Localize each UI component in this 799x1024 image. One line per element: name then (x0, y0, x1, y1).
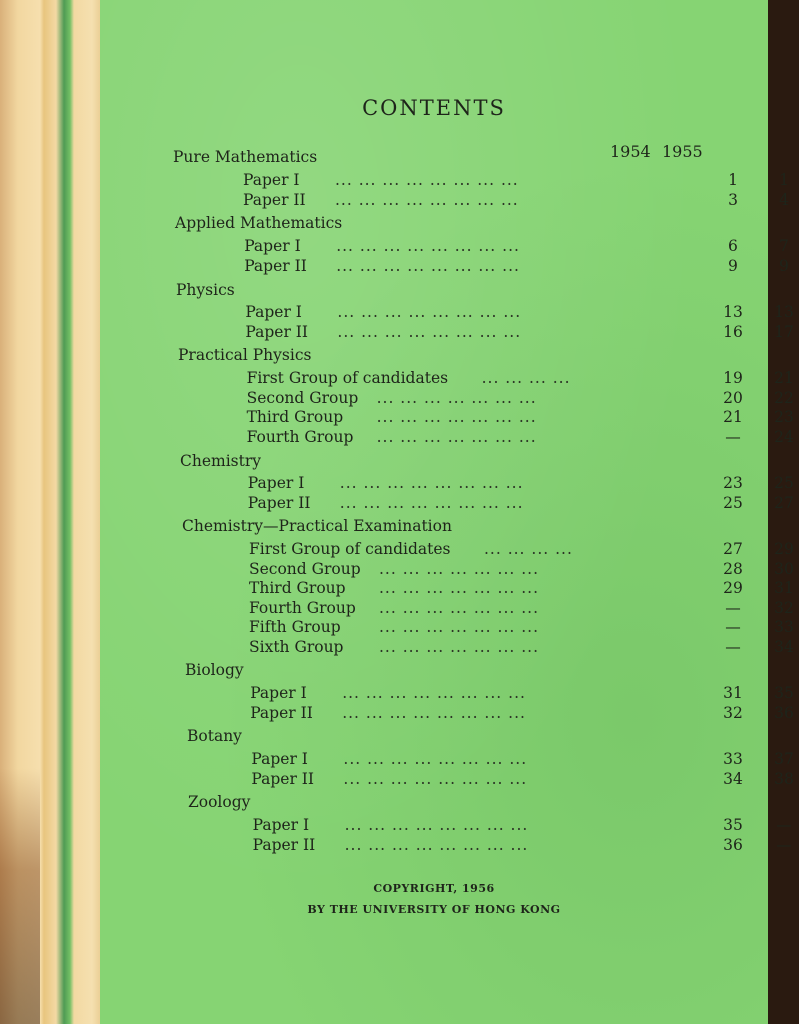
page-number-1955: 35 (774, 684, 794, 702)
entry-label: Paper II (252, 835, 316, 854)
entry-label: Third Group (246, 408, 344, 426)
toc-entry (249, 637, 794, 657)
dot-leader: ... ... ... ... (481, 369, 571, 387)
section-heading: Pure Mathematics (173, 148, 318, 166)
toc-entry (244, 237, 789, 256)
toc-entry (249, 598, 794, 618)
toc-entry (244, 256, 789, 276)
dot-leader: ... ... ... ... ... ... ... (376, 408, 537, 426)
toc-entry (243, 190, 789, 210)
dot-leader: ... ... ... ... ... ... ... (379, 598, 540, 617)
page-number-1955: 1 (779, 171, 789, 189)
toc-entry (245, 303, 794, 322)
entry-label: Fourth Group (249, 598, 356, 617)
page-number-1954: 31 (723, 684, 743, 702)
page-number-1954: 16 (723, 322, 743, 341)
page-number-1955: 23 (774, 408, 794, 426)
section-heading: Applied Mathematics (175, 214, 343, 232)
toc-entry (250, 703, 794, 723)
contents-page (100, 0, 794, 1024)
section-heading: Physics (176, 281, 235, 299)
toc-entry (249, 559, 794, 579)
entry-label: Paper II (250, 703, 313, 722)
entry-label: Second Group (249, 559, 361, 578)
page-number-1955: 30 (774, 559, 794, 578)
toc-entry (251, 769, 794, 789)
toc-entry (250, 684, 794, 703)
dot-leader: ... ... ... ... ... ... ... (376, 427, 537, 446)
toc-entry (247, 493, 794, 513)
page-title: CONTENTS (362, 96, 506, 120)
page-number-1954: 34 (723, 769, 743, 788)
toc-entry (249, 618, 794, 637)
dot-leader: ... ... ... ... ... ... ... ... (337, 303, 522, 321)
year-header-1954: 1954 (610, 142, 651, 161)
toc-entry (252, 835, 792, 855)
page-number-1955: 25 (774, 474, 794, 492)
dot-leader: ... ... ... ... ... ... ... ... (339, 493, 524, 512)
toc-entry (245, 322, 794, 342)
toc-entry (252, 816, 792, 835)
section-heading: Biology (185, 661, 244, 679)
toc-entry (246, 388, 794, 408)
page-edge-shadow (0, 0, 40, 1024)
page-number-1954: 13 (723, 303, 743, 321)
toc-entry (247, 474, 794, 493)
dot-leader: ... ... ... ... ... ... ... ... (335, 171, 519, 189)
dot-leader: ... ... ... ... (484, 540, 573, 558)
year-header-1955: 1955 (662, 142, 703, 161)
page-number-1954: — (725, 618, 741, 636)
page-number-1954: 23 (723, 474, 743, 492)
page-number-1955: 17 (774, 322, 794, 341)
page-number-1954: 6 (728, 237, 738, 255)
entry-label: Paper II (245, 322, 309, 341)
page-number-1955: 22 (774, 388, 794, 407)
page-number-1955: 21 (774, 369, 794, 387)
page-number-1955: 9 (779, 256, 789, 275)
page-number-1955: 32 (774, 598, 794, 617)
page-number-1954: 21 (723, 408, 743, 426)
dot-leader: ... ... ... ... ... ... ... ... (336, 237, 520, 255)
page-number-1954: 29 (723, 579, 743, 597)
dot-leader: ... ... ... ... ... ... ... ... (343, 769, 528, 788)
entry-label: Paper II (244, 256, 307, 275)
dot-leader: ... ... ... ... ... ... ... (379, 559, 540, 578)
page-number-1954: 1 (728, 171, 738, 189)
dot-leader: ... ... ... ... ... ... ... ... (336, 256, 520, 275)
page-number-1955: 38 (774, 769, 794, 788)
entry-label: Paper I (243, 171, 300, 189)
entry-label: Paper I (250, 684, 307, 702)
toc-entry (246, 427, 794, 447)
toc-entry (246, 369, 794, 388)
page-number-1954: — (725, 598, 741, 617)
dot-leader: ... ... ... ... ... ... ... (379, 618, 540, 636)
publisher-line: BY THE UNIVERSITY OF HONG KONG (307, 903, 561, 916)
dot-leader: ... ... ... ... ... ... ... ... (342, 684, 526, 702)
entry-label: Third Group (249, 579, 346, 597)
page-number-1955: 7 (779, 237, 789, 255)
page-number-1954: 33 (723, 750, 743, 768)
page-number-1954: 25 (723, 493, 743, 512)
entry-label: Paper I (252, 816, 310, 834)
page-number-1954: 27 (723, 540, 743, 558)
entry-label: Paper I (245, 303, 302, 321)
toc-entry (249, 540, 794, 559)
page-number-1954: 36 (723, 835, 743, 854)
page-number-1954: 28 (723, 559, 743, 578)
page-number-1954: — (725, 427, 741, 446)
dot-leader: ... ... ... ... ... ... ... ... (339, 474, 524, 492)
entry-label: Second Group (246, 388, 359, 407)
dot-leader: ... ... ... ... ... ... ... ... (335, 190, 519, 209)
entry-label: First Group of candidates (246, 369, 449, 387)
dot-leader: ... ... ... ... ... ... ... ... (344, 816, 529, 834)
entry-label: Paper II (247, 493, 311, 512)
page-number-1954: 9 (728, 256, 738, 275)
page-number-1954: 19 (723, 369, 743, 387)
entry-label: Paper I (244, 237, 301, 255)
entry-label: Paper I (251, 750, 308, 768)
page-number-1955: — (776, 816, 792, 834)
dot-leader: ... ... ... ... ... ... ... ... (343, 750, 528, 768)
dot-leader: ... ... ... ... ... ... ... ... (342, 703, 526, 722)
page-number-1955: 34 (774, 637, 794, 656)
copyright-line: COPYRIGHT, 1956 (373, 882, 495, 895)
dot-leader: ... ... ... ... ... ... ... ... (337, 322, 522, 341)
page-number-1955: 4 (779, 190, 789, 209)
entry-label: First Group of candidates (249, 540, 451, 558)
entry-label: Paper I (247, 474, 305, 492)
toc-entry (246, 408, 794, 427)
toc-entry (243, 171, 789, 190)
section-heading: Chemistry (180, 452, 262, 470)
entry-label: Fifth Group (249, 618, 341, 636)
toc-entry (249, 579, 794, 598)
entry-label: Fourth Group (246, 427, 354, 446)
section-heading: Zoology (188, 793, 251, 811)
dot-leader: ... ... ... ... ... ... ... (379, 579, 540, 597)
entry-label: Paper II (243, 190, 306, 209)
page-number-1954: — (725, 637, 741, 656)
page-number-1954: 3 (728, 190, 738, 209)
page-number-1955: — (776, 835, 792, 854)
toc-entry (251, 750, 794, 769)
page-number-1954: 20 (723, 388, 743, 407)
page-number-1955: 13 (774, 303, 794, 321)
entry-label: Paper II (251, 769, 315, 788)
dot-leader: ... ... ... ... ... ... ... (376, 388, 537, 407)
page-number-1955: 36 (774, 703, 794, 722)
entry-label: Sixth Group (249, 637, 344, 656)
dot-leader: ... ... ... ... ... ... ... ... (344, 835, 529, 854)
section-heading: Botany (187, 727, 242, 745)
page-number-1955: 27 (774, 493, 794, 512)
section-heading: Practical Physics (178, 346, 312, 364)
page-number-1955: 33 (774, 618, 794, 636)
page-number-1954: 35 (723, 816, 743, 834)
section-heading: Chemistry—Practical Examination (182, 517, 452, 535)
dot-leader: ... ... ... ... ... ... ... (379, 637, 540, 656)
page-number-1955: 37 (774, 750, 794, 768)
page-number-1954: 32 (723, 703, 743, 722)
page-number-1955: 29 (774, 540, 794, 558)
page-number-1955: 24 (774, 427, 794, 446)
page-number-1955: 31 (774, 579, 794, 597)
